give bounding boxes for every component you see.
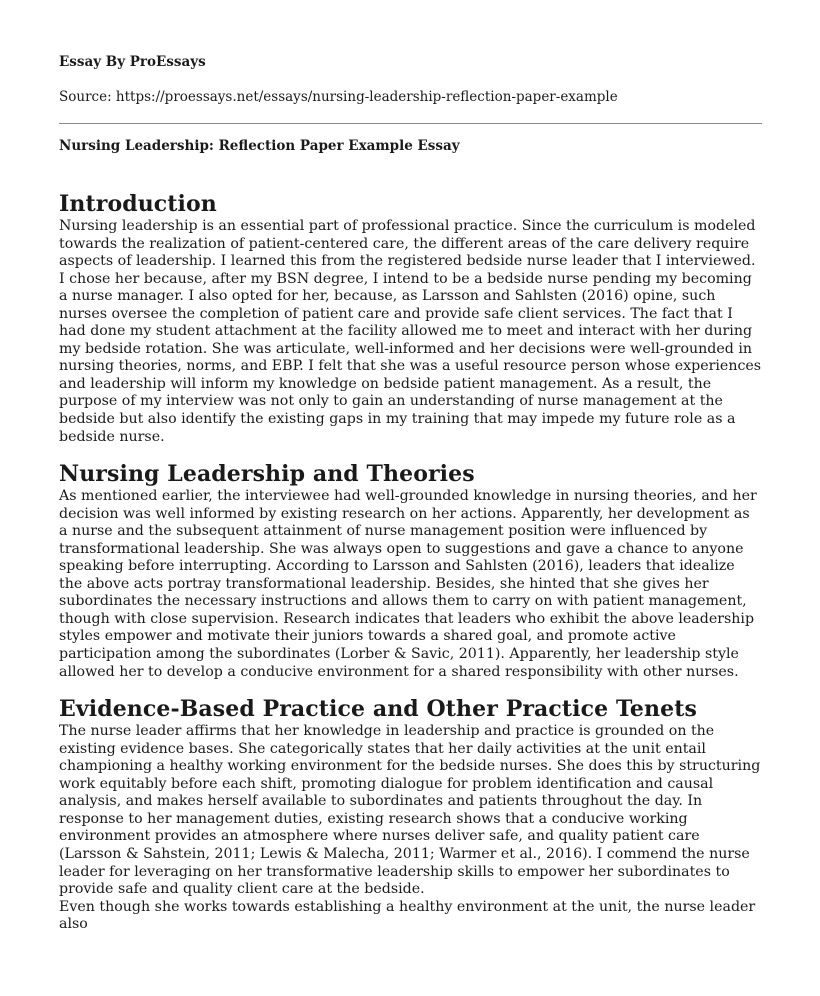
header-divider: [59, 123, 762, 124]
section-heading-evidence-based-practice: Evidence-Based Practice and Other Practice Tenets: [59, 696, 697, 723]
paragraph-healthy-environment: Even though she works towards establishing a healthy environment at the unit, the nurse leader also: [59, 898, 756, 933]
section-heading-leadership-theories: Nursing Leadership and Theories: [59, 461, 475, 488]
paragraph-evidence-based-practice: The nurse leader affirms that her knowledge in leadership and practice is grounded on the existing evidence bases. She categorically states that her daily activities at the unit entail championing a healthy working environment for the bedside nurses. She does this by structuring work equitably before each shift, promoting dialogue for problem identification and causal analysis, and makes herself available to subordinates and patients throughout the day. In response to her management duties, existing research shows that a conducive working environment provides an atmosphere where nurses deliver safe, and quality patient care (Larsson & Sahstein, 2011; Lewis & Malecha, 2011; Warmer et al., 2016). I commend the nurse leader for leveraging on her transformative leadership skills to empower her subordinates to provide safe and quality client care at the bedside.: [59, 723, 761, 898]
essay-title: Nursing Leadership: Reflection Paper Example Essay: [59, 138, 460, 154]
essay-source: Source: https://proessays.net/essays/nursing-leadership-reflection-paper-example: [59, 89, 618, 105]
paragraph-leadership-theories: As mentioned earlier, the interviewee had well-grounded knowledge in nursing theories, and her decision was well informed by existing research on her actions. Apparently, her development as a nurse and the subsequent attainment of nurse management position were influenced by transformational leadership. She was always open to suggestions and gave a chance to anyone speaking before interrupting. According to Larsson and Sahlsten (2016), leaders that idealize the above acts portray transformational leadership. Besides, she hinted that she gives her subordinates the necessary instructions and allows them to carry on with patient management, though with close supervision. Research indicates that leaders who exhibit the above leadership styles empower and motivate their juniors towards a shared goal, and promote active participation among the subordinates (Lorber & Savic, 2011). Apparently, her leadership style allowed her to develop a conducive environment for a shared responsibility with other nurses.: [59, 488, 757, 680]
paragraph-introduction: Nursing leadership is an essential part of professional practice. Since the curriculum is modeled towards the realization of patient-centered care, the different areas of the care delivery require aspects of leadership. I learned this from the registered bedside nurse leader that I interviewed. I chose her because, after my BSN degree, I intend to be a bedside nurse pending my becoming a nurse manager. I also opted for her, because, as Larsson and Sahlsten (2016) opine, such nurses oversee the completion of patient care and provide safe client services. The fact that I had done my student attachment at the facility allowed me to meet and interact with her during my bedside rotation. She was articulate, well-informed and her decisions were well-grounded in nursing theories, norms, and EBP. I felt that she was a useful resource person whose experiences and leadership will inform my knowledge on bedside patient management. As a result, the purpose of my interview was not only to gain an understanding of nurse management at the bedside but also identify the existing gaps in my training that may impede my future role as a bedside nurse.: [59, 218, 762, 445]
section-heading-introduction: Introduction: [59, 191, 217, 217]
essay-byline: Essay By ProEssays: [59, 54, 206, 70]
